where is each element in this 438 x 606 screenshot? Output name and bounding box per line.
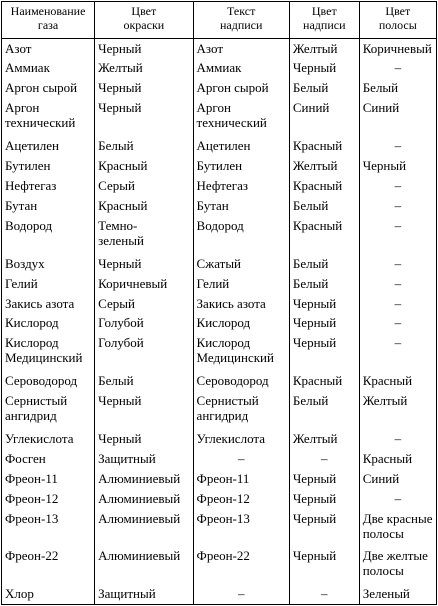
cell-label-color: Красный (289, 216, 359, 254)
cell-label-color: Черный (289, 313, 359, 333)
cell-label-color: Белый (289, 274, 359, 294)
cell-gas-name: Воздух (2, 254, 95, 274)
cell-paint-color: Черный (95, 98, 193, 136)
table-row (2, 371, 437, 391)
cell-stripe-color: Две желтые полосы (359, 546, 436, 584)
table-row (2, 449, 437, 469)
cell-paint-color: Белый (95, 136, 193, 156)
table-row (2, 216, 437, 254)
cell-label-text: Нефтегаз (193, 176, 289, 196)
cell-paint-color: Алюминиевый (95, 509, 193, 547)
cell-label-text: Фреон-11 (193, 469, 289, 489)
cell-stripe-color: Две красные полосы (359, 509, 436, 547)
cell-label-text: Фреон-12 (193, 489, 289, 509)
cell-stripe-color: – (359, 333, 436, 371)
table-row (2, 469, 437, 489)
cell-label-color: Синий (289, 98, 359, 136)
cell-paint-color: Черный (95, 429, 193, 449)
cell-gas-name: Гелий (2, 274, 95, 294)
table-row (2, 313, 437, 333)
header-label-text: Текст надписи (193, 2, 289, 39)
cell-gas-name: Сероводород (2, 371, 95, 391)
table-row (2, 546, 437, 584)
table-row (2, 391, 437, 429)
table-row (2, 176, 437, 196)
cell-stripe-color: – (359, 429, 436, 449)
cell-gas-name: Фосген (2, 449, 95, 469)
cell-stripe-color: Белый (359, 78, 436, 98)
cell-label-color: Красный (289, 371, 359, 391)
cell-label-text: Сжатый (193, 254, 289, 274)
cell-label-color: Красный (289, 136, 359, 156)
cell-label-text: Фреон-13 (193, 509, 289, 547)
cell-gas-name: Аммиак (2, 58, 95, 78)
header-paint-color: Цвет окраски (95, 2, 193, 39)
cell-paint-color: Желтый (95, 58, 193, 78)
cell-label-color: – (289, 584, 359, 604)
cell-label-text: Углекислота (193, 429, 289, 449)
cell-label-color: Черный (289, 469, 359, 489)
cell-label-text: Бутан (193, 196, 289, 216)
cell-label-color: Белый (289, 78, 359, 98)
cell-label-text: Фреон-22 (193, 546, 289, 584)
cell-stripe-color: – (359, 313, 436, 333)
table-row (2, 136, 437, 156)
cell-label-text: Аргон технический (193, 98, 289, 136)
cell-label-color: Черный (289, 509, 359, 547)
cell-label-color: Черный (289, 546, 359, 584)
cell-stripe-color: – (359, 136, 436, 156)
cell-paint-color: Серый (95, 294, 193, 314)
cell-label-text: Кислород Медицинский (193, 333, 289, 371)
cell-label-color: Черный (289, 489, 359, 509)
cell-paint-color: Черный (95, 39, 193, 59)
table-body (2, 39, 437, 605)
cell-label-text: Кислород (193, 313, 289, 333)
cell-label-text: Закись азота (193, 294, 289, 314)
cell-label-color: Желтый (289, 429, 359, 449)
header-gas-name: Наименование газа (2, 2, 95, 39)
cell-label-text: Азот (193, 39, 289, 59)
cell-paint-color: Алюминиевый (95, 546, 193, 584)
cell-stripe-color: Коричневый (359, 39, 436, 59)
cell-paint-color: Защитный (95, 449, 193, 469)
cell-stripe-color: – (359, 176, 436, 196)
cell-gas-name: Нефтегаз (2, 176, 95, 196)
cell-paint-color: Защитный (95, 584, 193, 604)
table-row (2, 489, 437, 509)
cell-gas-name: Хлор (2, 584, 95, 604)
cell-paint-color: Белый (95, 371, 193, 391)
cell-label-text: Водород (193, 216, 289, 254)
table-row (2, 39, 437, 59)
cell-paint-color: Темно- зеленый (95, 216, 193, 254)
cell-label-color: – (289, 449, 359, 469)
cell-stripe-color: – (359, 254, 436, 274)
cell-stripe-color: Черный (359, 156, 436, 176)
cell-gas-name: Аргон сырой (2, 78, 95, 98)
table-row (2, 78, 437, 98)
cell-stripe-color: Зеленый (359, 584, 436, 604)
cell-stripe-color: – (359, 58, 436, 78)
cell-label-text: Гелий (193, 274, 289, 294)
cell-gas-name: Азот (2, 39, 95, 59)
table-row (2, 294, 437, 314)
cell-gas-name: Фреон-12 (2, 489, 95, 509)
cell-label-color: Черный (289, 333, 359, 371)
cell-gas-name: Аргон технический (2, 98, 95, 136)
cell-label-text: Бутилен (193, 156, 289, 176)
cell-label-color: Красный (289, 176, 359, 196)
cell-gas-name: Фреон-22 (2, 546, 95, 584)
table-row (2, 98, 437, 136)
cell-paint-color: Голубой (95, 313, 193, 333)
table-row (2, 196, 437, 216)
cell-stripe-color: – (359, 489, 436, 509)
cell-label-text: Аммиак (193, 58, 289, 78)
cell-stripe-color: – (359, 274, 436, 294)
cell-paint-color: Алюминиевый (95, 469, 193, 489)
cell-stripe-color: Красный (359, 449, 436, 469)
cell-label-color: Черный (289, 58, 359, 78)
cell-stripe-color: – (359, 196, 436, 216)
cell-gas-name: Кислород Медицинский (2, 333, 95, 371)
cell-paint-color: Алюминиевый (95, 489, 193, 509)
cell-paint-color: Черный (95, 78, 193, 98)
cell-gas-name: Сернистый ангидрид (2, 391, 95, 429)
cell-stripe-color: – (359, 294, 436, 314)
cell-paint-color: Красный (95, 156, 193, 176)
cell-gas-name: Бутан (2, 196, 95, 216)
cell-label-color: Белый (289, 254, 359, 274)
cell-stripe-color: Красный (359, 371, 436, 391)
cell-gas-name: Углекислота (2, 429, 95, 449)
cell-gas-name: Фреон-11 (2, 469, 95, 489)
table-row (2, 254, 437, 274)
table-header-row (2, 2, 437, 39)
header-label-color: Цвет надписи (289, 2, 359, 39)
cell-label-text: Сернистый ангидрид (193, 391, 289, 429)
cell-label-color: Желтый (289, 39, 359, 59)
cell-stripe-color: Желтый (359, 391, 436, 429)
cell-gas-name: Водород (2, 216, 95, 254)
cell-label-color: Желтый (289, 156, 359, 176)
cell-label-color: Белый (289, 196, 359, 216)
cell-paint-color: Черный (95, 254, 193, 274)
cell-paint-color: Черный (95, 391, 193, 429)
header-stripe-color: Цвет полосы (359, 2, 436, 39)
gas-cylinder-color-table (1, 1, 437, 605)
cell-stripe-color: Синий (359, 469, 436, 489)
cell-stripe-color: Синий (359, 98, 436, 136)
cell-gas-name: Кислород (2, 313, 95, 333)
cell-paint-color: Голубой (95, 333, 193, 371)
cell-gas-name: Бутилен (2, 156, 95, 176)
table-row (2, 156, 437, 176)
cell-label-text: Ацетилен (193, 136, 289, 156)
cell-label-text: Сероводород (193, 371, 289, 391)
table-row (2, 584, 437, 604)
cell-gas-name: Закись азота (2, 294, 95, 314)
cell-gas-name: Ацетилен (2, 136, 95, 156)
table-row (2, 509, 437, 547)
cell-stripe-color: – (359, 216, 436, 254)
cell-label-color: Белый (289, 391, 359, 429)
table-row (2, 58, 437, 78)
table-row (2, 333, 437, 371)
cell-paint-color: Серый (95, 176, 193, 196)
cell-label-text: Аргон сырой (193, 78, 289, 98)
cell-gas-name: Фреон-13 (2, 509, 95, 547)
cell-paint-color: Красный (95, 196, 193, 216)
table-row (2, 274, 437, 294)
cell-label-text: – (193, 449, 289, 469)
cell-label-text: – (193, 584, 289, 604)
table-row (2, 429, 437, 449)
cell-label-color: Черный (289, 294, 359, 314)
cell-paint-color: Коричневый (95, 274, 193, 294)
